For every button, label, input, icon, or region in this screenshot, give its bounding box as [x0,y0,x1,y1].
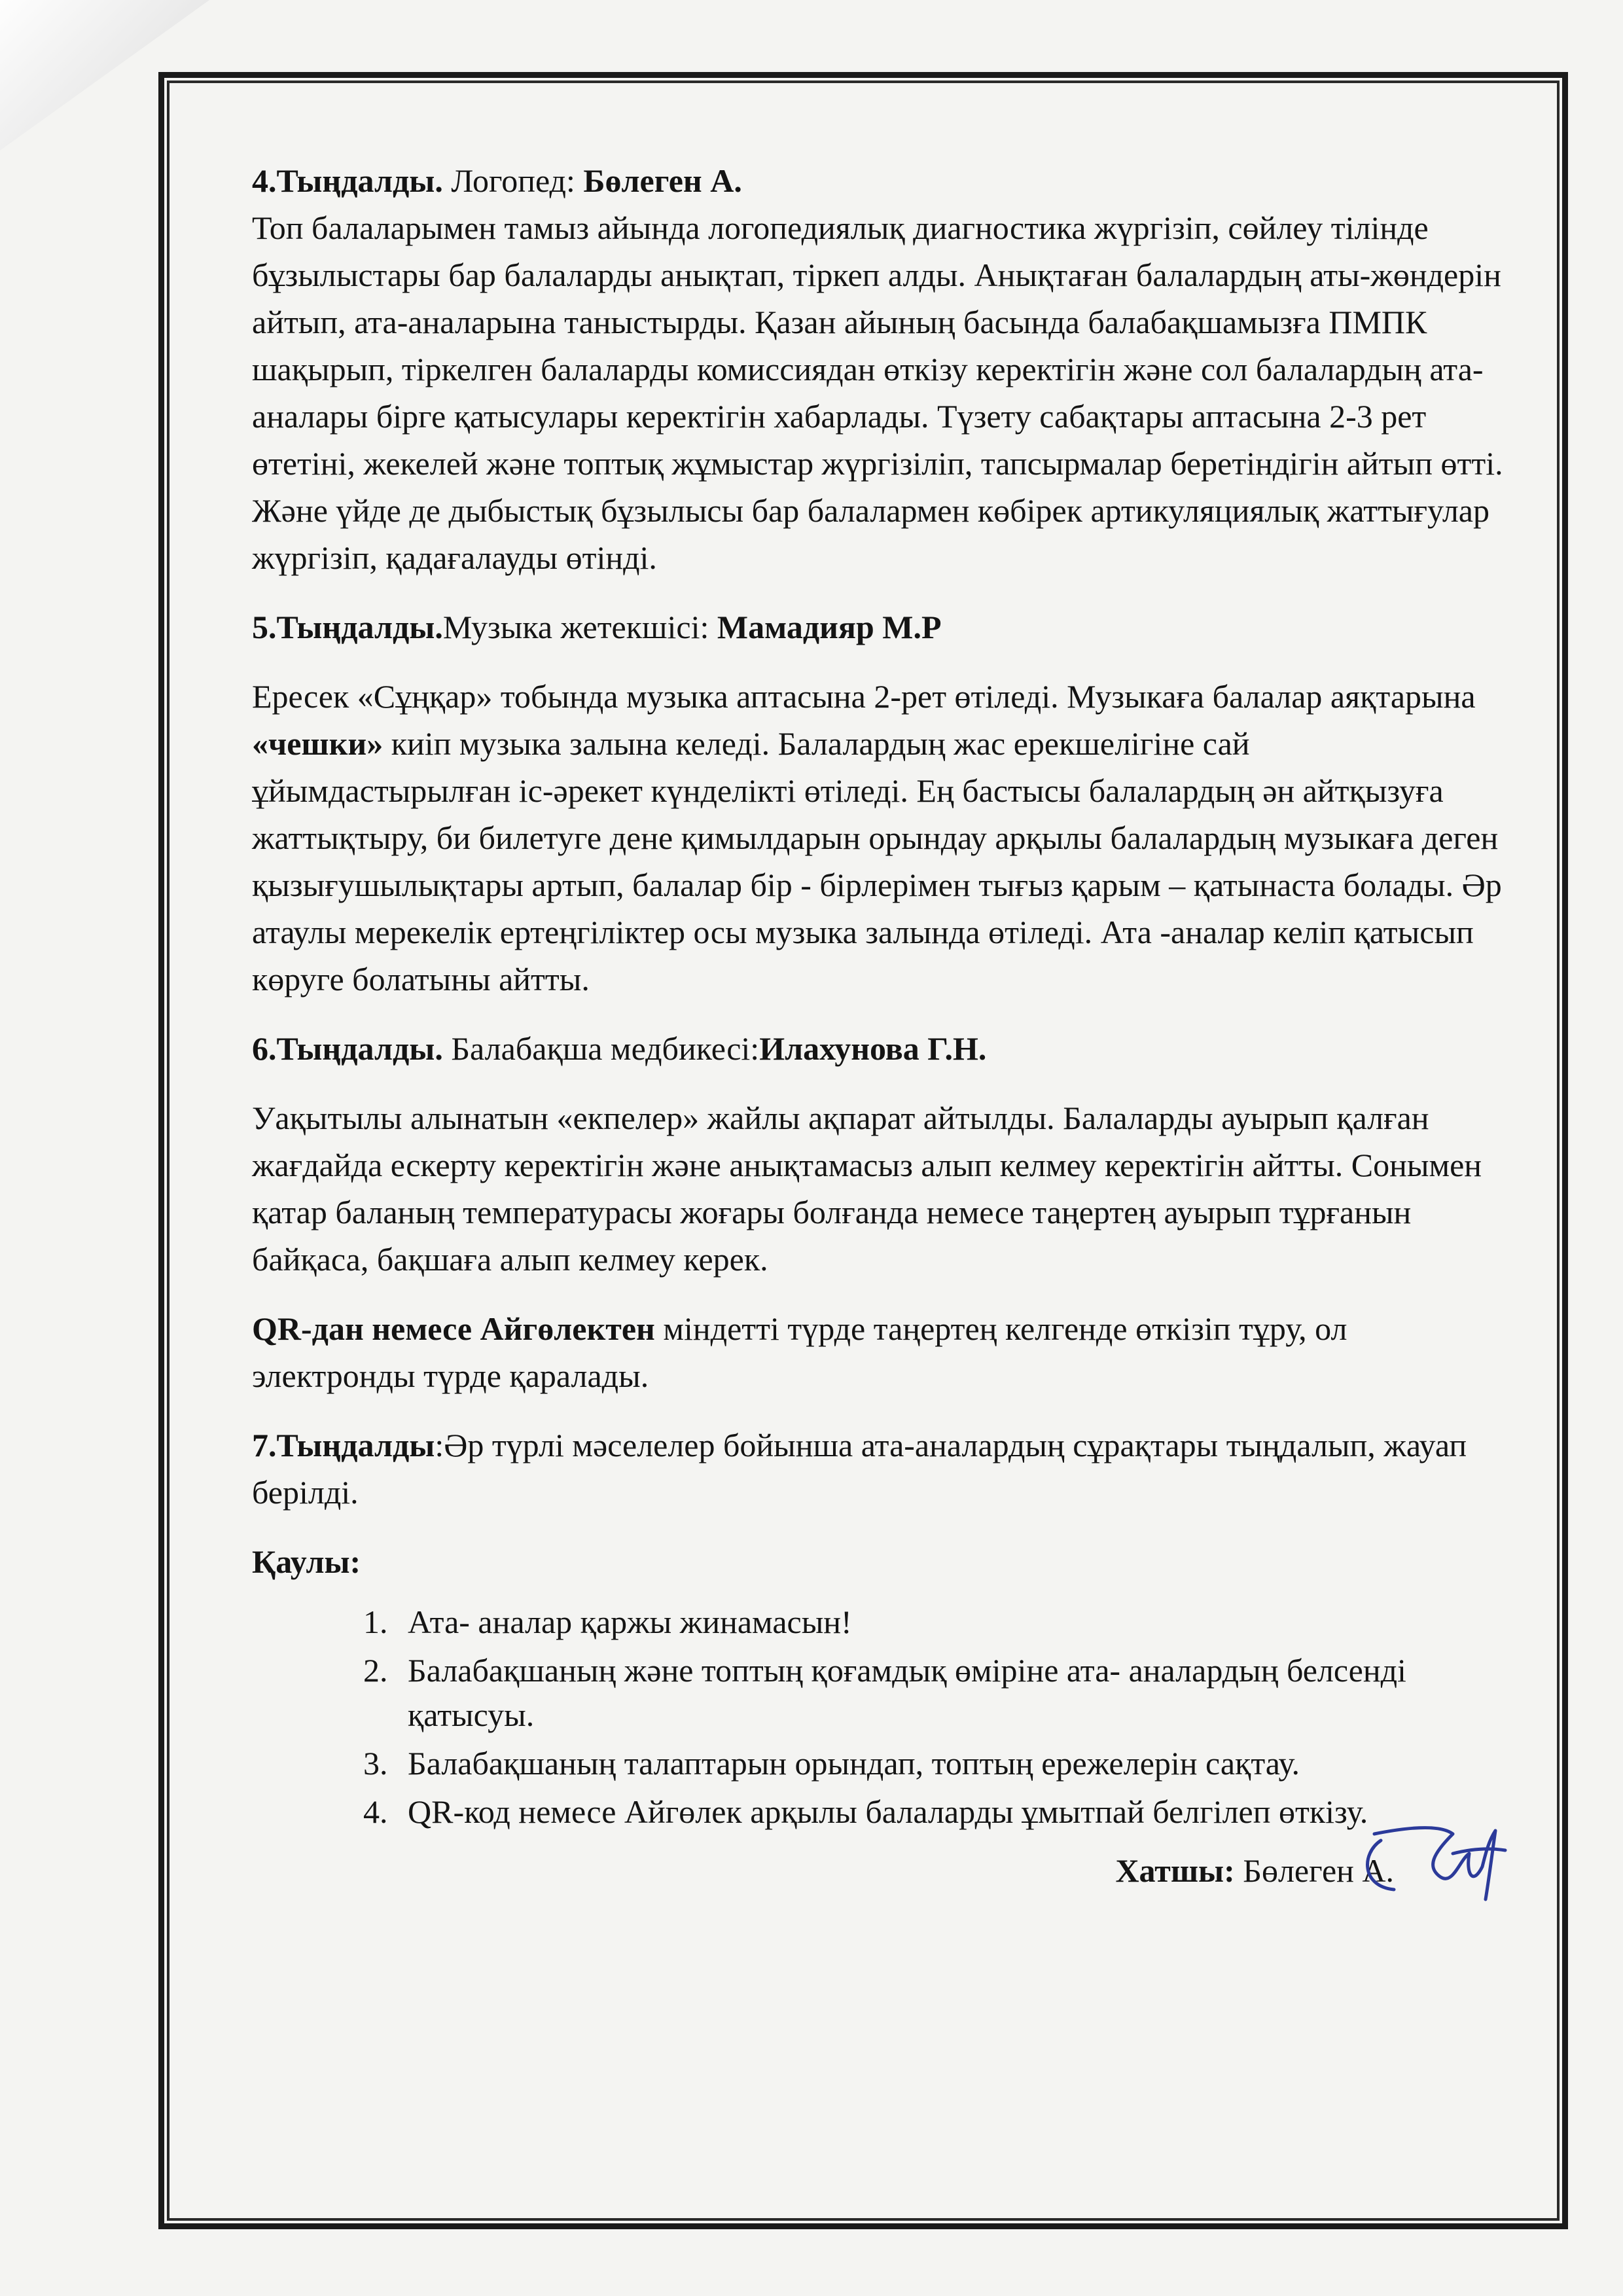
secretary-label: Хатшы: [1115,1852,1235,1889]
list-item: 2. Балабақшаның және топтың қоғамдық өміріне ата- аналардың белсенді қатысуы. [396,1648,1512,1737]
section-7-heading: 7.Тыңдалды [252,1427,435,1463]
section-4-text: Топ балаларымен тамыз айында логопедиялық диагностика жүргізіп, сөйлеу тілінде бұзылыстары бар балаларды анықтап, тіркеп алды. Анықтаған балалардың аты-жөндерін айтып, ата-аналарына таныстырды. Қазан айының басында балабақшамызға ПМПК шақырып, тіркелген балаларды комиссиядан өткізу керектігін және сол балалардың ата-аналары бірге қатысулары керектігін хабарлады. Түзету сабақтары аптасына 2-3 рет өтетіні, жекелей және топтық жұмыстар жүргізіліп, тапсырмалар беретіндігін айтып өтті. Және үйде де дыбыстық бұзылысы бар балалармен көбірек артикуляциялық жаттығулар жүргізіп, қадағалауды өтінді. [252,209,1503,576]
section-4 [252,157,1512,581]
section-5-speaker: Мамадияр М.Р [717,609,942,645]
handwritten-signature-icon [1355,1814,1512,1912]
section-5 [252,603,1512,1003]
section-6-qr-paragraph [252,1305,1512,1399]
resolution-title: Қаулы: [252,1543,361,1580]
section-7 [252,1422,1512,1516]
list-item: 1. Ата- аналар қаржы жинамасын! [396,1600,1512,1644]
section-6-qr-bold: QR-дан немесе Айгөлектен [252,1310,655,1347]
section-6 [252,1025,1512,1399]
secretary-signature-line [252,1847,1512,1894]
section-5-heading: 5.Тыңдалды. [252,609,443,645]
list-item: 4. QR-код немесе Айгөлек арқылы балаларды ұмытпай белгілеп өткізу. [396,1789,1512,1834]
section-4-heading: 4.Тыңдалды. [252,162,443,199]
section-4-role: Логопед: [442,162,584,199]
secretary-name: Бөлеген А. [1234,1852,1394,1889]
document-body [252,157,1512,1894]
section-5-text-a: Ересек «Сұңқар» тобында музыка аптасына 2-рет өтіледі. Музыкаға балалар аяқтарына [252,678,1476,715]
resolution-block [252,1538,1512,1834]
section-6-role: Балабақша медбикесі: [442,1030,760,1067]
section-5-bold-word: «чешки» [252,725,383,762]
section-5-text-b: киіп музыка залына келеді. Балалардың жас ерекшелігіне сай ұйымдастырылған іс-әрекет күнделікті өтіледі. Ең бастысы балалардың ән айтқызуға жаттықтыру, би билетуге дене қимылдарын орындау арқылы балалардың музыкаға деген қызығушылықтары артып, балалар бір - бірлерімен тығыз қарым – қатынаста болады. Әр атаулы мерекелік ертеңгіліктер осы музыка залында өтіледі. Ата -аналар келіп қатысып көруге болатыны айтты. [252,725,1502,997]
list-item: 3. Балабақшаның талаптарын орындап, топтың ережелерін сақтау. [396,1741,1512,1785]
section-6-qr-text: міндетті түрде таңертең келгенде өткізіп тұру, ол электронды түрде қаралады. [252,1310,1347,1394]
section-5-text [252,673,1512,1003]
section-5-role: Музыка жетекшісі: [442,609,717,645]
section-6-text: Уақытылы алынатын «екпелер» жайлы ақпарат айтылды. Балаларды ауырып қалған жағдайда ескерту керектігін және анықтамасыз алып келмеу керектігін айтты. Сонымен қатар баланың температурасы жоғары болғанда немесе таңертең ауырып тұрғанын байқаса, бақшаға алып келмеу керек. [252,1100,1482,1278]
resolution-list [252,1600,1512,1834]
section-6-heading: 6.Тыңдалды. [252,1030,443,1067]
section-7-text: :Әр түрлі мәселелер бойынша ата-аналардың сұрақтары тыңдалып, жауап берілді. [252,1427,1467,1511]
section-4-speaker: Бөлеген А. [583,162,742,199]
section-6-speaker: Илахунова Г.Н. [759,1030,987,1067]
